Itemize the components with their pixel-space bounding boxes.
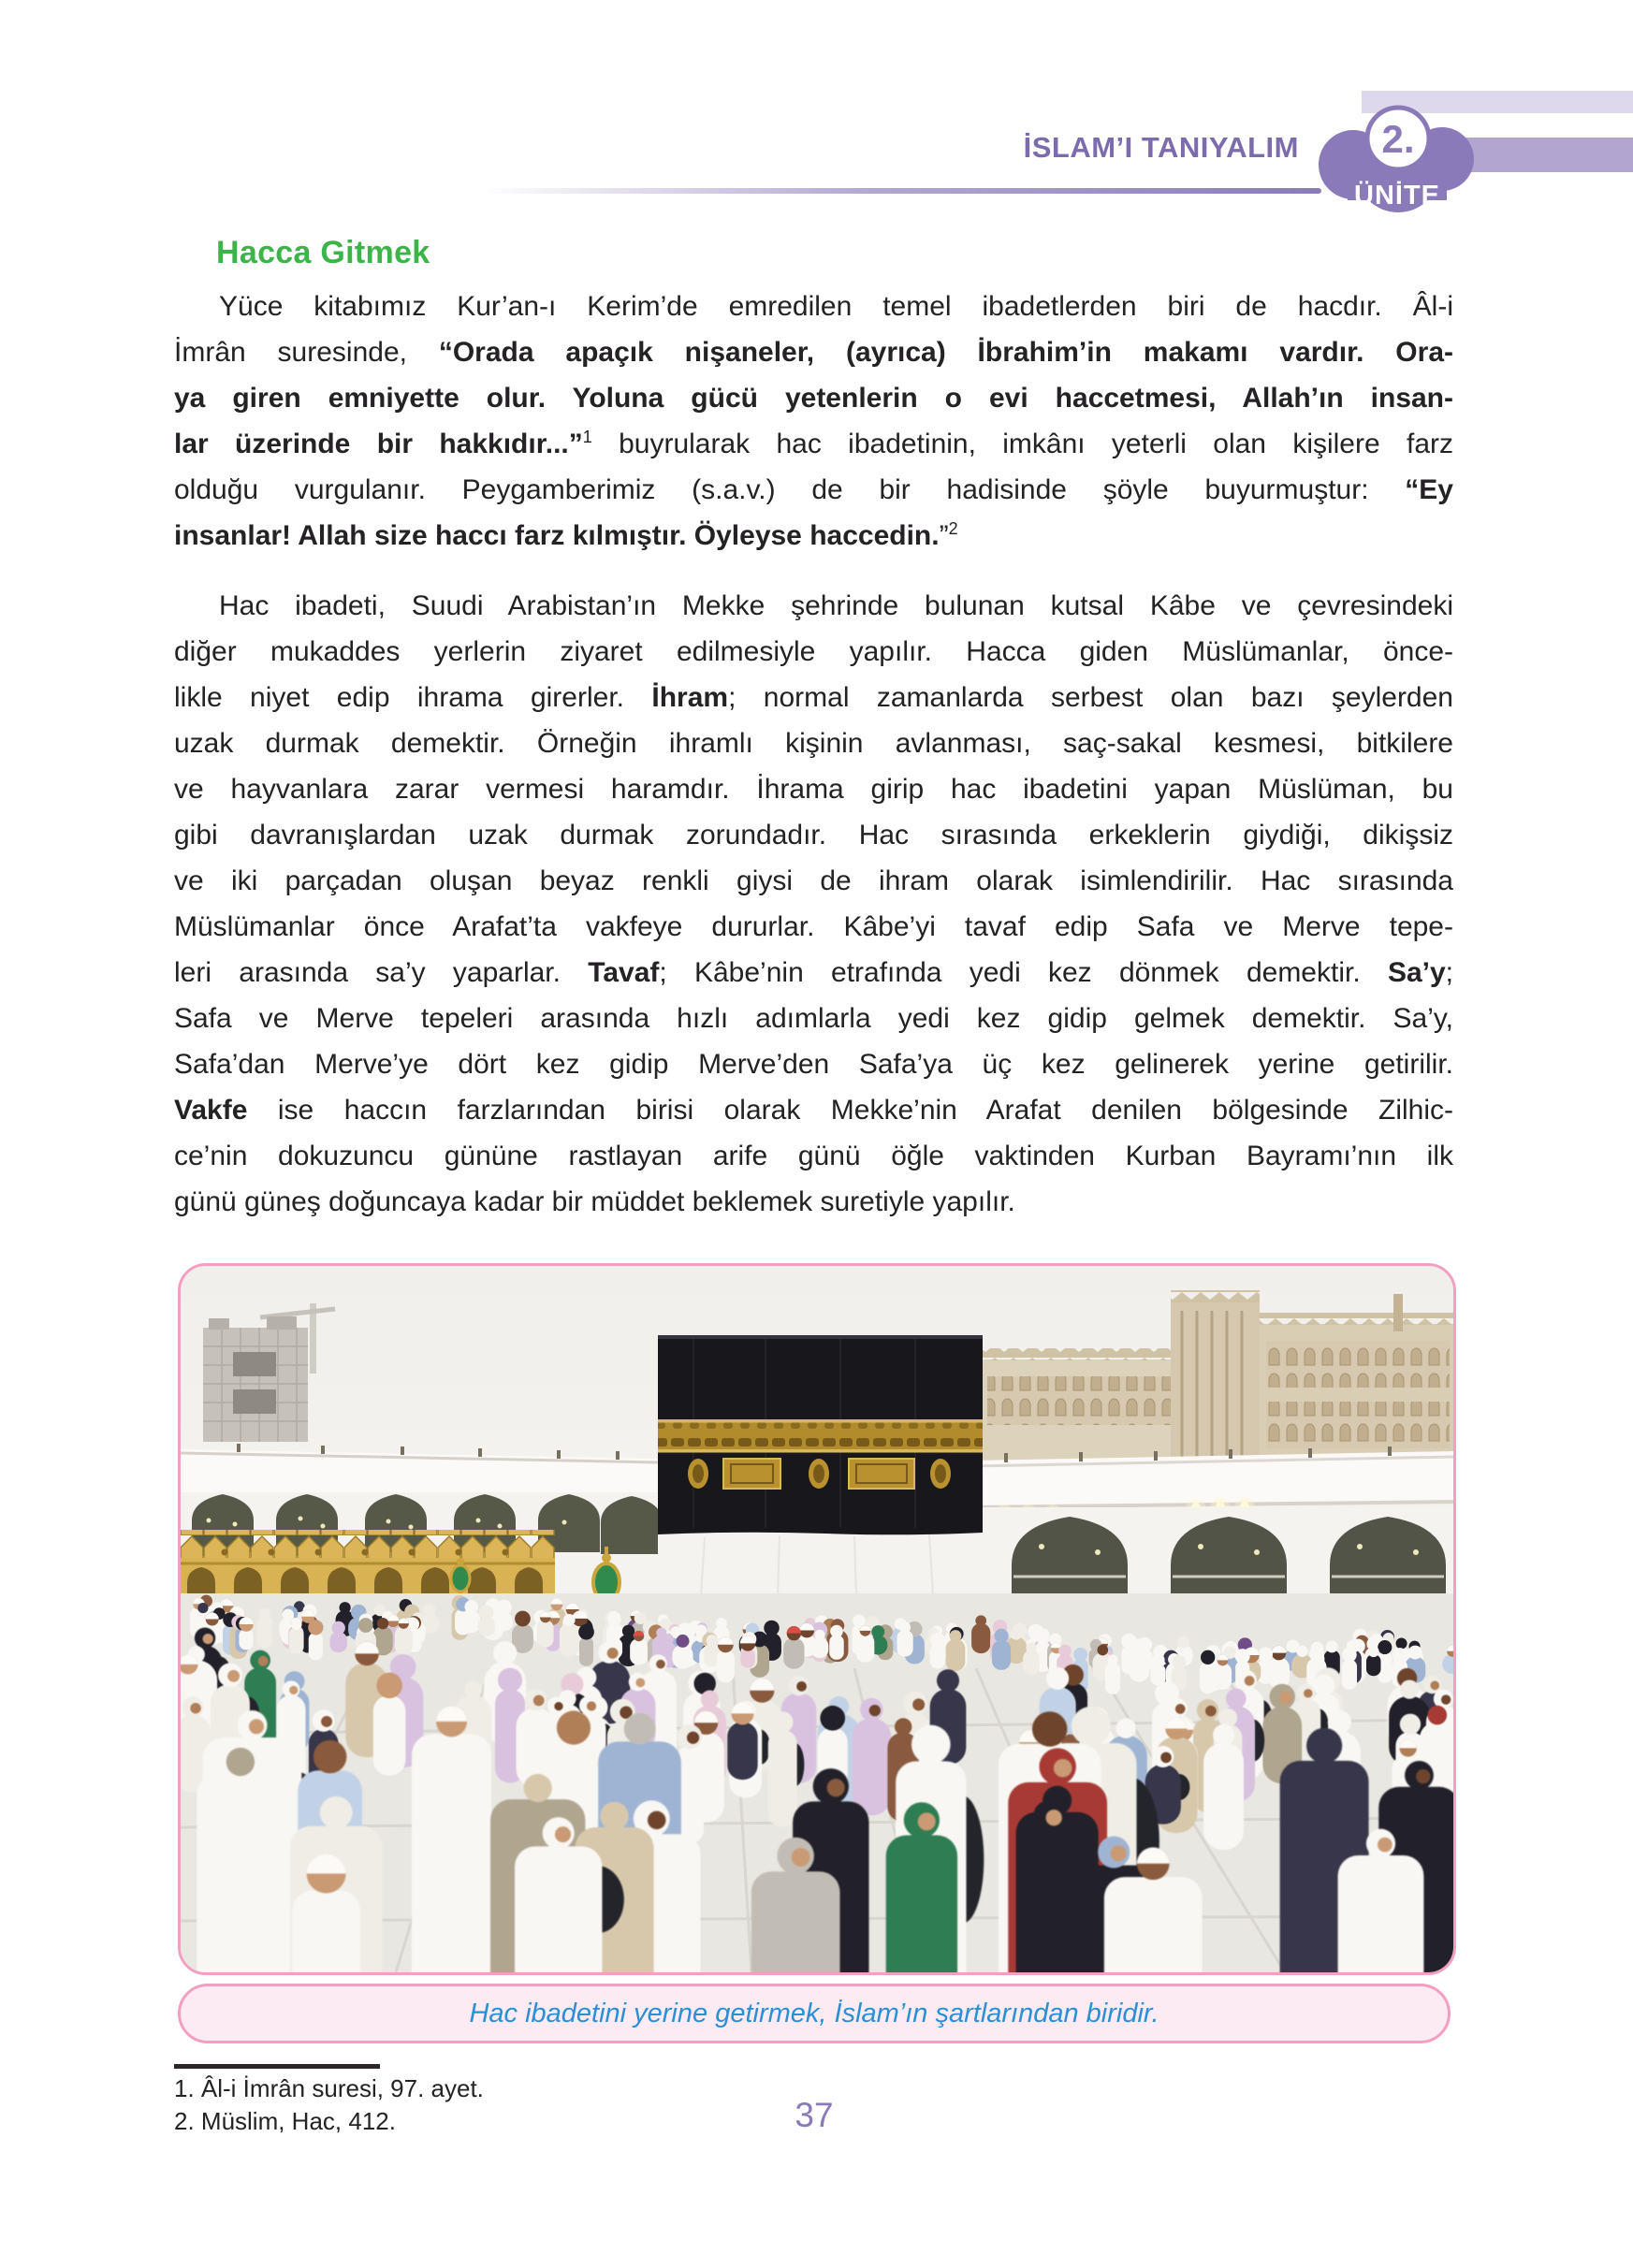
text-line: ya giren emniyette olur. Yoluna gücü yetenlerin o evi haccetmesi, Allah’ın insan- — [174, 383, 1453, 414]
text-line: uzak durmak demektir. Örneğin ihramlı kişinin avlanması, saç-sakal kesmesi, bitkilere — [174, 728, 1453, 759]
text-line: ce’nin dokuzuncu gününe rastlayan arife günü öğle vaktinden Kurban Bayramı’nın ilk — [174, 1141, 1453, 1171]
paragraph — [174, 284, 1453, 559]
section-title: İSLAM’I TANIYALIM — [1023, 131, 1299, 164]
unit-badge — [1308, 90, 1477, 213]
kiswa-white-wrap — [658, 1533, 983, 1599]
text-line: İmrân suresinde, “Orada apaçık nişaneler, (ayrıca) İbrahim’in makamı vardır. Ora- — [174, 337, 1453, 368]
text-line: gibi davranışlardan uzak durmak zorundadır. Hac sırasında erkeklerin giydiği, dikişsiz — [174, 820, 1453, 850]
kaaba-photo — [178, 1263, 1456, 1975]
footnote-item: 1. Âl-i İmrân suresi, 97. ayet. — [174, 2074, 484, 2102]
text-line: Yüce kitabımız Kur’an-ı Kerim’de emredilen temel ibadetlerden biri de hacdır. Âl-i — [219, 291, 1453, 322]
text-line: insanlar! Allah size haccı farz kılmıştır. Öyleyse haccedin.”$^2$ — [174, 519, 958, 551]
caption-box — [178, 1984, 1451, 2043]
text-line: günü güneş doğuncaya kadar bir müddet beklemek suretiyle yapılır. — [174, 1186, 1015, 1217]
text-line: lar üzerinde bir hakkıdır...”$^1$ buyrularak hac ibadetinin, imkânı yeterli olan kişilere farz — [174, 428, 1453, 459]
page-number: 37 — [795, 2096, 834, 2134]
kiswa-medallions — [688, 1459, 951, 1489]
footnote-rule — [174, 2064, 380, 2069]
text-line: olduğu vurgulanır. Peygamberimiz (s.a.v.) de bir hadisinde şöyle buyurmuştur: “Ey — [174, 474, 1453, 505]
text-line: Safa ve Merve tepeleri arasında hızlı adımlarla yedi kez gidip gelmek demektir. Sa’y, — [174, 1003, 1453, 1034]
text-line: Vakfe ise haccın farzlarından birisi olarak Mekke’nin Arafat denilen bölgesinde Zilhic- — [174, 1095, 1453, 1126]
footnote-item: 2. Müslim, Hac, 412. — [174, 2107, 396, 2135]
header-underline — [482, 188, 1321, 194]
body-paragraphs — [174, 284, 1453, 1225]
text-line: Safa’dan Merve’ye dört kez gidip Merve’den Safa’ya üç kez gelinerek yerine getirilir. — [174, 1049, 1453, 1080]
text-line: Müslümanlar önce Arafat’ta vakfeye dururlar. Kâbe’yi tavaf edip Safa ve Merve tepe- — [174, 911, 1453, 942]
text-line: ve hayvanlara zarar vermesi haramdır. İhrama girip hac ibadetini yapan Müslüman, bu — [174, 774, 1453, 805]
text-line: Hac ibadeti, Suudi Arabistan’ın Mekke şehrinde bulunan kutsal Kâbe ve çevresindeki — [219, 590, 1453, 621]
text-line: leri arasında sa’y yaparlar. Tavaf; Kâbe’nin etrafında yedi kez dönmek demektir. Sa’y; — [174, 957, 1453, 988]
paragraph — [174, 583, 1453, 1225]
text-line: diğer mukaddes yerlerin ziyaret edilmesiyle yapılır. Hacca giden Müslümanlar, önce- — [174, 636, 1453, 667]
kaaba-photo-illustration — [181, 1266, 1453, 1972]
kiswa-gold-band — [658, 1419, 983, 1453]
page-heading: Hacca Gitmek — [216, 235, 430, 270]
unit-label: ÜNİTE — [1354, 181, 1440, 211]
unit-number: 2. — [1381, 117, 1415, 161]
text-line: ve iki parçadan oluşan beyaz renkli giysi de ihram olarak isimlendirilir. Hac sırasında — [174, 865, 1453, 896]
caption-text: Hac ibadetini yerine getirmek, İslam’ın şartlarından biridir. — [469, 1998, 1159, 2028]
text-line: likle niyet edip ihrama girerler. İhram; normal zamanlarda serbest olan bazı şeylerden — [174, 682, 1453, 713]
